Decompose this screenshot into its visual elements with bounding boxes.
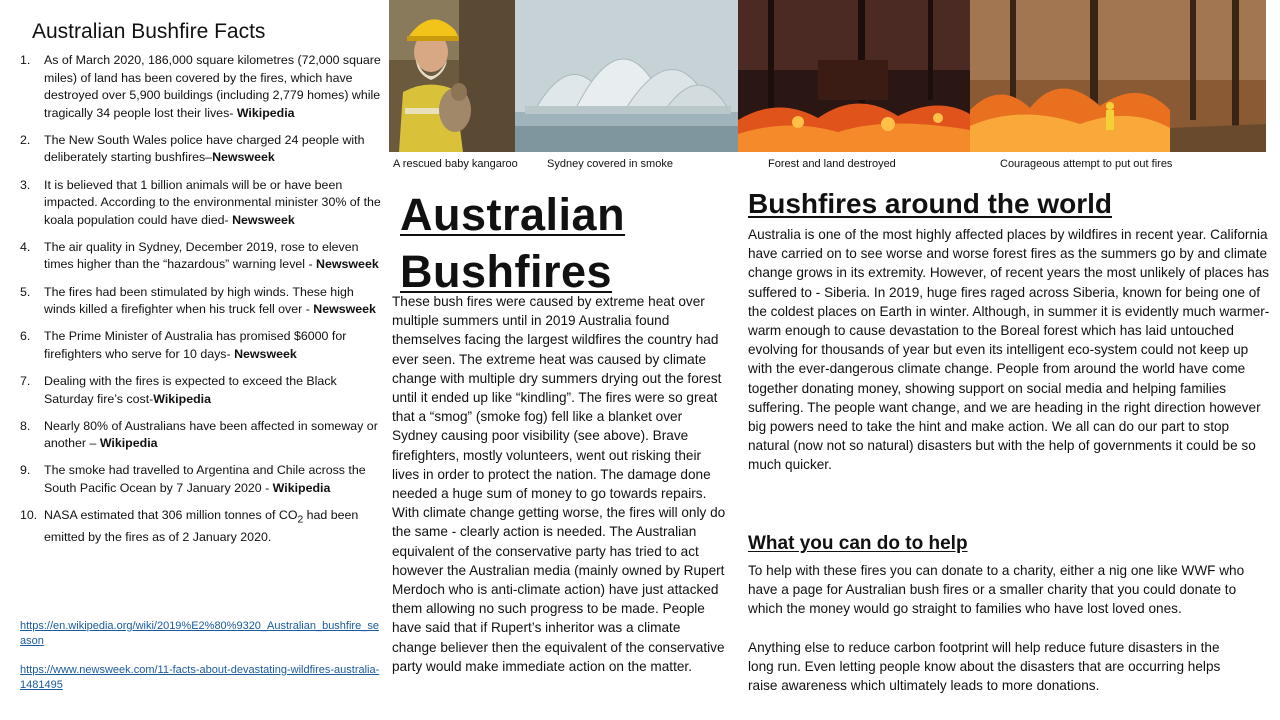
fact-text: It is believed that 1 billion animals will be or have been impacted. According to the environmental minister 30% of the koala population could have died- [44, 177, 381, 227]
sydney-opera-house-photo [515, 0, 738, 152]
fact-number: 6. [20, 329, 31, 344]
fact-item [16, 373, 382, 408]
fact-text: Nearly 80% of Australians have been affected in someway or another – [44, 418, 378, 451]
fact-item [16, 239, 382, 274]
fact-number: 4. [20, 239, 31, 254]
fact-source: Newsweek [232, 212, 295, 227]
fact-number: 1. [20, 53, 31, 67]
facts-list [16, 52, 382, 556]
fact-text: The smoke had travelled to Argentina and Chile across the South Pacific Ocean by 7 January 2020 - [44, 463, 366, 495]
fact-subscript: 2 [297, 514, 304, 526]
fact-number: 5. [20, 284, 31, 299]
fact-text: As of March 2020, 186,000 square kilometres (72,000 square miles) of land has been covered by the fires, which have destroyed over 5,900 buildings (including 2,779 homes) while tragically 34 people lost their lives- [44, 53, 381, 120]
fact-item [16, 462, 382, 497]
fact-source: Wikipedia [153, 391, 211, 406]
fact-number: 7. [20, 373, 31, 388]
page-title: Australian Bushfires [400, 189, 626, 297]
photo-caption: Sydney covered in smoke [547, 158, 673, 170]
fact-item [16, 507, 382, 547]
help-section-text: To help with these fires you can donate to a charity, either a nig one like WWF who have a page for Australian bush fires or a smaller charity that you could donate to which the money would go straight to families who have lost loved ones. [748, 563, 1245, 617]
help-section-text: Anything else to reduce carbon footprint will help reduce future disasters in the long run. Even letting people know about the disasters that are occurring helps raise awareness which ultimately leads to more donations. [748, 640, 1221, 694]
fact-item [16, 132, 382, 167]
fact-item [16, 177, 382, 230]
help-section-title: What you can do to help [748, 533, 968, 554]
fact-number: 9. [20, 463, 31, 478]
fact-source: Newsweek [234, 346, 297, 361]
photo-caption: A rescued baby kangaroo [393, 158, 518, 170]
newsweek-link[interactable]: https://www.newsweek.com/11-facts-about-devastating-wildfires-australia-1481495 [20, 664, 380, 691]
main-article-text: These bush fires were caused by extreme heat over multiple summers until in 2019 Australia found themselves facing the largest wildfires the country had ever seen. The extreme heat was caused by climate change with multiple dry summers drying out the forest until it ended up like “kindling”. The fires were so great that a “smog” (smoke fog) fell like a blanket over Sydney causing poor visibility (see above). Brave firefighters, mostly volunteers, went out risking their lives in order to protect the nation. The damage done needed a huge sum of money to go towards repairs. With climate change getting worse, the fires will only do the same - clearly action is needed. The Australian equivalent of the conservative party has tried to act however the Australian media (mainly owned by Rupert Merdoch who is anti-climate action) have just attacked them allowing no such progress to be made. People have said that if Rupert’s inheritor was a climate change believer then the equivalent of the conservative party would make immediate action on the matter. [392, 294, 726, 674]
fact-number: 10. [20, 507, 38, 522]
fact-text: NASA estimated that 306 million tonnes of CO [44, 507, 298, 522]
fact-number: 3. [20, 177, 31, 192]
facts-title: Australian Bushfire Facts [32, 20, 266, 43]
photo-caption: Forest and land destroyed [768, 158, 896, 170]
fact-number: 8. [20, 418, 31, 433]
fact-text: The air quality in Sydney, December 2019, rose to eleven times higher than the “hazardous” warning level - [44, 239, 359, 272]
fact-number: 2. [20, 132, 31, 147]
fact-source: Wikipedia [99, 436, 158, 451]
fact-text: The Prime Minister of Australia has promised $6000 for firefighters who serve for 10 days- [44, 329, 347, 361]
fact-text: Dealing with the fires is expected to exceed the Black Saturday fire’s cost- [44, 373, 337, 406]
world-section-title: Bushfires around the world [748, 188, 1113, 219]
firefighter-photo [970, 0, 1266, 152]
fact-item [16, 328, 382, 363]
fact-source: Wikipedia [272, 480, 331, 495]
burned-forest-photo [738, 0, 970, 152]
fact-source: Newsweek [313, 302, 376, 317]
fact-text: The fires had been stimulated by high winds. These high winds killed a firefighter when his truck fell over - [44, 284, 354, 317]
fact-text: had been emitted by the fires as of 2 January 2020. [44, 507, 359, 545]
wikipedia-link[interactable]: https://en.wikipedia.org/wiki/2019%E2%80%9320_Australian_bushfire_season [20, 620, 379, 647]
world-section-text: Australia is one of the most highly affected places by wildfires in recent year. California have carried on to see worse and worse forest fires as the summers go by and climate change grows in its extremity. However, of recent years the most unlikely of places has suffered to - Siberia. In 2019, huge fires raged across Siberia, known for being one of the coldest places on Earth in winter. Although, in summer it is evidently much warmer- warm enough to cause devastation to the Boreal forest which has laid untouched evolving for thousands of year but even its intelligent eco-system could not keep up with the ever-dangerous climate change. People from around the world have come together donating money, showing support on social media and helping families suffering. The people want change, and we are heading in the right direction however big powers need to take the hint and make action. We all can do our part to stop natural (now not so natural) disasters but with the help of governments it could be so much quicker. [748, 227, 1270, 473]
fact-item [16, 284, 382, 319]
kangaroo-rescue-photo [389, 0, 515, 152]
fact-source: Wikipedia [236, 105, 295, 120]
fact-source: Newsweek [316, 257, 379, 272]
fact-source: Newsweek [212, 150, 275, 165]
photo-caption: Courageous attempt to put out fires [1000, 158, 1173, 170]
fact-item [16, 52, 382, 122]
fact-item [16, 418, 382, 453]
fact-text: The New South Wales police have charged 24 people with deliberately starting bushfires– [44, 132, 365, 165]
